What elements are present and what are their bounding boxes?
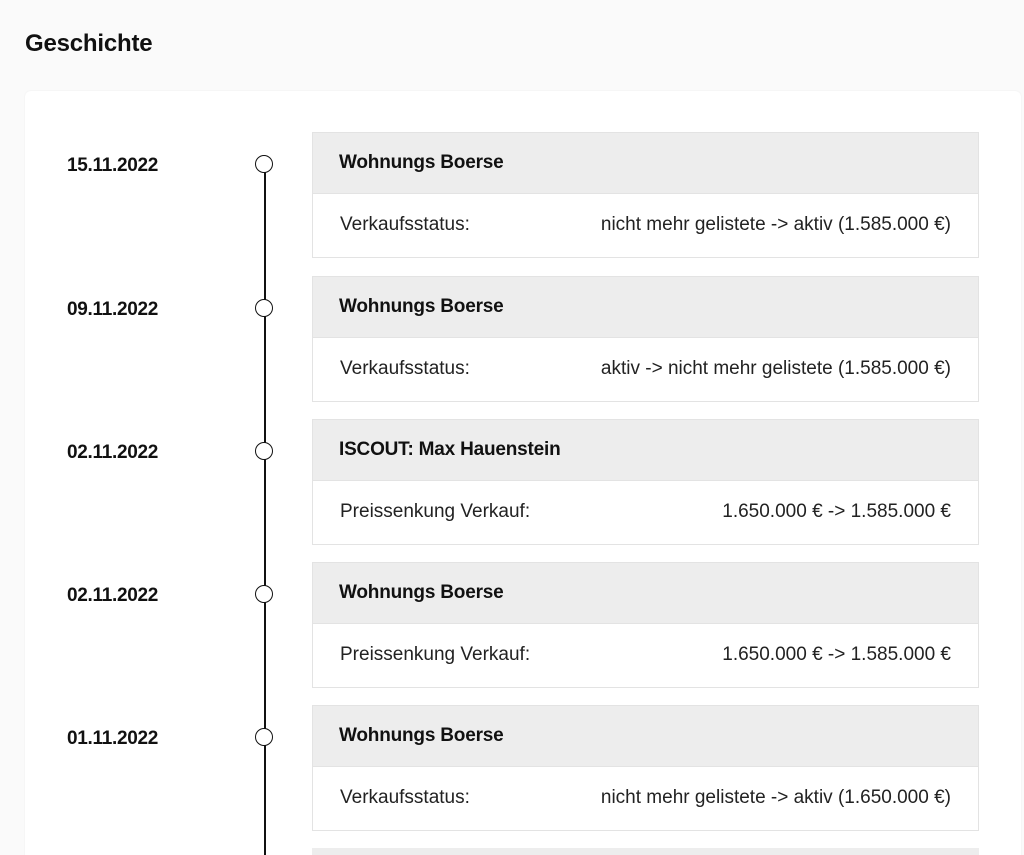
entry-value: nicht mehr gelistete -> aktiv (1.650.000 €) [600,787,951,808]
entry-value: aktiv -> nicht mehr gelistete (1.585.000 €) [600,358,951,379]
entry-source: Wohnungs Boerse [313,277,978,338]
entry-box [312,419,979,545]
entry-detail-row [313,624,978,686]
entry-box [312,276,979,402]
entry-date: 02.11.2022 [67,585,159,606]
entry-value: 1.650.000 € -> 1.585.000 € [722,644,951,665]
entry-detail-row [313,481,978,543]
page-title: Geschichte [25,30,153,57]
entry-box [312,132,979,258]
history-entry [25,419,1021,545]
timeline-dot-icon [255,299,273,317]
next-entry-box-partial [312,848,979,855]
entry-date: 15.11.2022 [67,155,159,176]
history-entry [25,276,1021,402]
entry-source: ISCOUT: Max Hauenstein [313,420,978,481]
entry-detail-row [313,767,978,829]
entry-label: Verkaufsstatus: [340,358,470,379]
entry-value: nicht mehr gelistete -> aktiv (1.585.000 €) [600,214,951,235]
timeline-dot-icon [255,155,273,173]
entry-source: Wohnungs Boerse [313,133,978,194]
timeline-dot-icon [255,585,273,603]
entry-box [312,705,979,831]
entry-label: Verkaufsstatus: [340,214,470,235]
entry-label: Preissenkung Verkauf: [340,644,531,665]
history-entry [25,132,1021,258]
entry-date: 02.11.2022 [67,442,159,463]
history-card [25,91,1021,855]
entry-source: Wohnungs Boerse [313,563,978,624]
entry-date: 01.11.2022 [67,728,159,749]
entry-label: Preissenkung Verkauf: [340,501,531,522]
entry-value: 1.650.000 € -> 1.585.000 € [722,501,951,522]
timeline-dot-icon [255,442,273,460]
entry-date: 09.11.2022 [67,299,159,320]
history-entry [25,562,1021,688]
history-entry [25,705,1021,831]
entry-label: Verkaufsstatus: [340,787,470,808]
entry-detail-row [313,338,978,400]
entry-box [312,562,979,688]
entry-source: Wohnungs Boerse [313,706,978,767]
entry-detail-row [313,194,978,256]
timeline-dot-icon [255,728,273,746]
